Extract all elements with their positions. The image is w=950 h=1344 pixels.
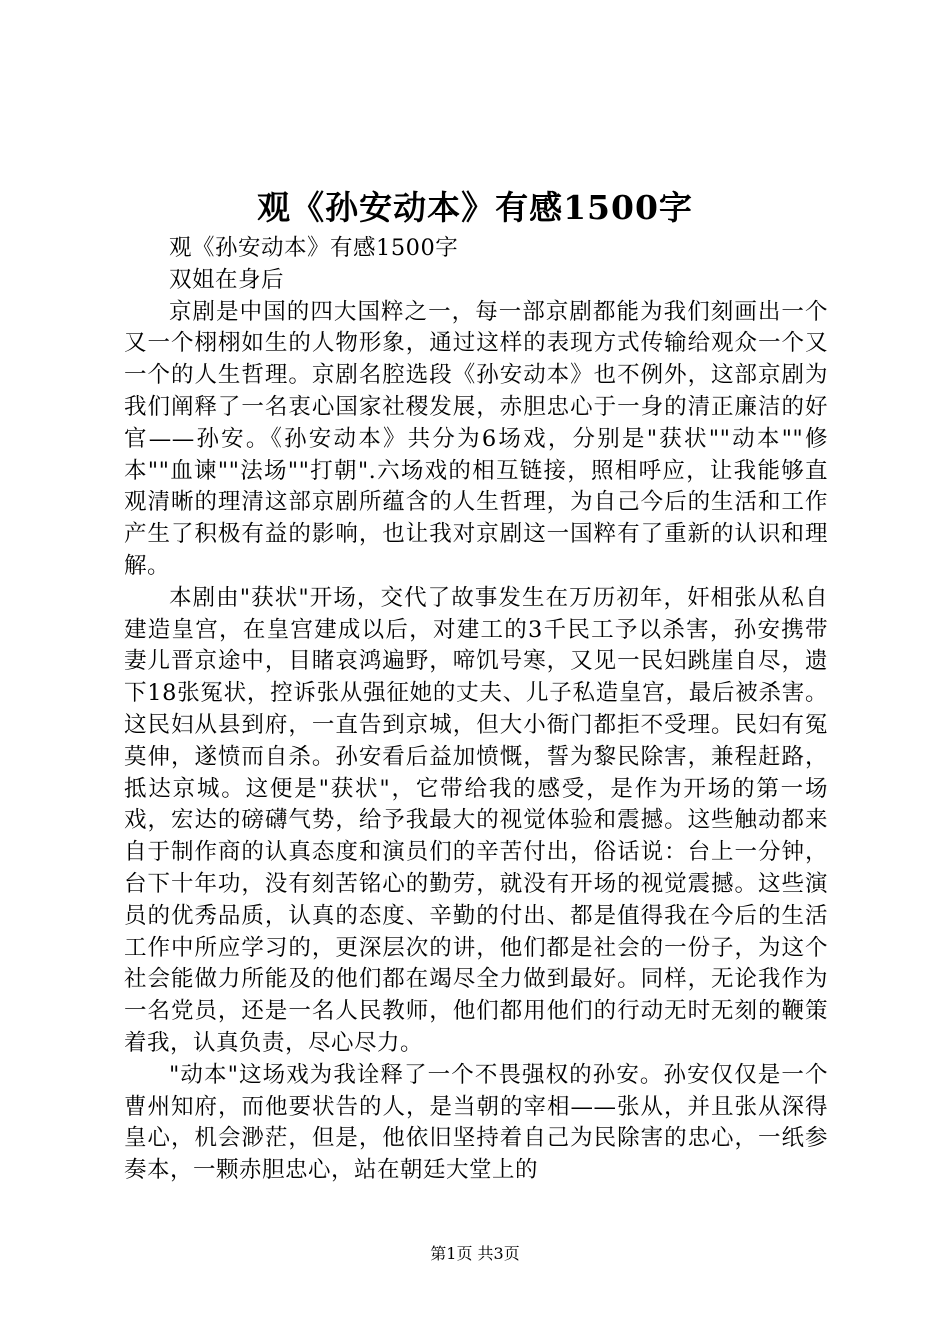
document-title: 观《孙安动本》有感1500字: [257, 188, 693, 227]
page-number-footer: 第1页 共3页: [430, 1244, 520, 1263]
document-body: [124, 233, 828, 1187]
body-paragraph: "动本"这场戏为我诠释了一个不畏强权的孙安。孙安仅仅是一个曹州知府，而他要状告的人，是当朝的宰相——张从，并且张从深得皇心，机会渺茫，但是，他依旧坚持着自己为民除害的忠心，一纸参奏本，一颗赤胆忠心，站在朝廷大堂上的: [124, 1061, 828, 1184]
author-paragraph: 双姐在身后: [169, 266, 285, 293]
body-paragraph: 京剧是中国的四大国粹之一，每一部京剧都能为我们刻画出一个又一个栩栩如生的人物形象，通过这样的表现方式传输给观众一个又一个的人生哲理。京剧名腔选段《孙安动本》也不例外，这部京剧为我们阐释了一名衷心国家社稷发展，赤胆忠心于一身的清正廉洁的好官——孙安。《孙安动本》共分为6场戏，分别是"获状""动本""修本""血谏""法场""打朝".六场戏的相互链接，照相呼应，让我能够直观清晰的理清这部京剧所蕴含的人生哲理，为自己今后的生活和工作产生了积极有益的影响，也让我对京剧这一国粹有了重新的认识和理解。: [124, 298, 828, 579]
subtitle-paragraph: 观《孙安动本》有感1500字: [169, 235, 459, 261]
body-paragraph: 本剧由"获状"开场，交代了故事发生在万历初年，奸相张从私自建造皇宫，在皇宫建成以后，对建工的3千民工予以杀害，孙安携带妻儿晋京途中，目睹哀鸿遍野，啼饥号寒，又见一民妇跳崖自尽，遗下18张冤状，控诉张从强征她的丈夫、儿子私造皇宫，最后被杀害。这民妇从县到府，一直告到京城，但大小衙门都拒不受理。民妇有冤莫伸，遂愤而自杀。孙安看后益加愤慨，誓为黎民除害，兼程赶路，抵达京城。这便是"获状"，它带给我的感受，是作为开场的第一场戏，宏达的磅礴气势，给予我最大的视觉体验和震撼。这些触动都来自于制作商的认真态度和演员们的辛苦付出，俗话说：台上一分钟，台下十年功，没有刻苦铭心的勤劳，就没有开场的视觉震撼。这些演员的优秀品质，认真的态度、辛勤的付出、都是值得我在今后的生活工作中所应学习的，更深层次的讲，他们都是社会的一份子，为这个社会能做力所能及的他们都在竭尽全力做到最好。同样，无论我作为一名党员，还是一名人民教师，他们都用他们的行动无时无刻的鞭策着我，认真负责，尽心尽力。: [124, 584, 828, 1056]
